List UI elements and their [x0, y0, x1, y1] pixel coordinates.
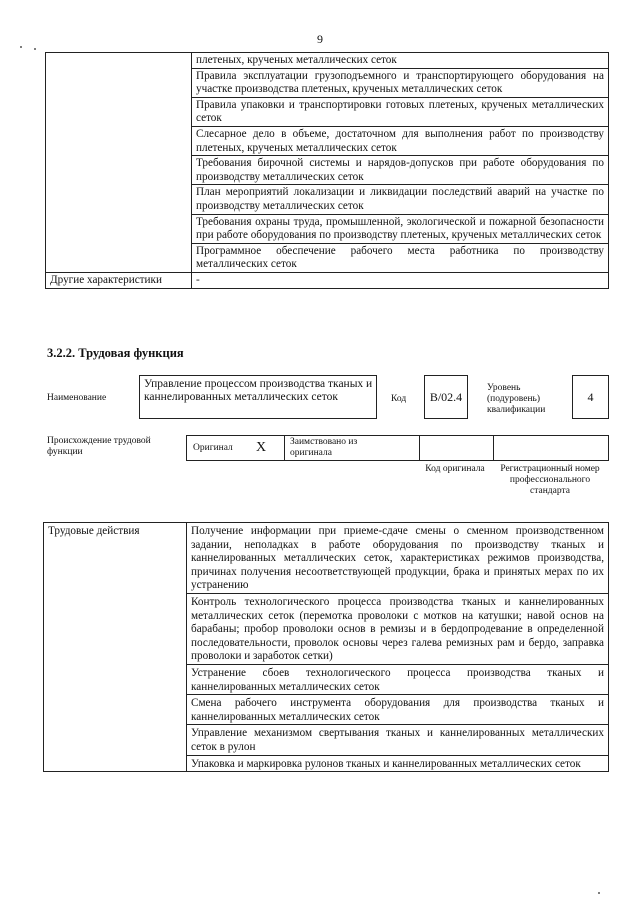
table-row [46, 53, 609, 69]
action-item: Упаковка и маркировка рулонов тканых и каннелированных металлических сеток [187, 755, 609, 772]
knowledge-item: плетеных, крученых металлических сеток [192, 53, 609, 69]
code-original-caption: Код оригинала [425, 464, 485, 474]
divider [419, 436, 420, 460]
function-name-value: Управление процессом производства тканых и каннелированных металлических сеток [144, 378, 373, 403]
code-label: Код [391, 394, 407, 404]
action-item: Управление механизмом свертывания тканых и каннелированных металлических сеток в рулон [187, 725, 609, 755]
action-item: Контроль технологического процесса производства тканых и каннелированных металлических сеток (перемотка проволоки с мотков на катушки; навой основ на барабаны; пробор проволоки основ в ремизы и в бердопродевание в определенной последовательности, проволок основы через галева ремизных рам и бердо, заправка проволоки и заработок сетки) [187, 593, 609, 664]
knowledge-item: Требования охраны труда, промышленной, экологической и пожарной безопасности при работе оборудования по производству плетеных, крученых металлических сеток [192, 214, 609, 243]
scan-speck [598, 892, 600, 894]
name-label: Наименование [47, 393, 107, 403]
other-characteristics-value: - [192, 272, 609, 288]
scan-speck [20, 46, 22, 48]
knowledge-table [45, 52, 609, 289]
origin-label: Происхождение трудовой функции [47, 436, 151, 457]
table-row [44, 523, 609, 594]
divider [284, 436, 285, 460]
action-item: Устранение сбоев технологического процесса производства тканых и каннелированных металлических сеток [187, 664, 609, 694]
knowledge-item: Требования бирочной системы и нарядов-допусков при работе оборудования по производству металлических сеток [192, 156, 609, 185]
original-mark: X [256, 440, 267, 455]
knowledge-item: Правила эксплуатации грузоподъемного и транспортирующего оборудования на участке производства плетеных, крученых металлических сеток [192, 68, 609, 97]
knowledge-left-cell [46, 53, 192, 273]
divider [493, 436, 494, 460]
other-characteristics-label: Другие характеристики [46, 272, 192, 288]
level-box [572, 375, 609, 419]
knowledge-item: План мероприятий локализации и ликвидации последствий аварий на участке по производству металлических сеток [192, 185, 609, 214]
actions-label: Трудовые действия [44, 523, 187, 772]
function-name-box [139, 375, 377, 419]
page-number: 9 [317, 32, 323, 46]
knowledge-item: Правила упаковки и транспортировки готовых плетеных, крученых металлических сеток [192, 97, 609, 126]
level-label: Уровень (подуровень) квалификации [487, 383, 546, 415]
code-value: В/02.4 [429, 389, 463, 404]
action-item: Смена рабочего инструмента оборудования для производства тканых и каннелированных металлических сеток [187, 695, 609, 725]
reg-number-caption: Регистрационный номер профессионального стандарта [500, 464, 600, 496]
table-row [46, 272, 609, 288]
scan-speck [34, 48, 36, 50]
section-title: 3.2.2. Трудовая функция [47, 346, 184, 360]
borrowed-label: Заимствовано из оригинала [290, 437, 358, 458]
knowledge-item: Слесарное дело в объеме, достаточном для выполнения работ по производству плетеных, крученых металлических сеток [192, 126, 609, 155]
actions-table [43, 522, 609, 772]
original-label: Оригинал [193, 443, 233, 453]
code-box [424, 375, 468, 419]
knowledge-item: Программное обеспечение рабочего места работника по производству металлических сеток [192, 243, 609, 272]
level-value: 4 [587, 389, 594, 404]
origin-box [186, 435, 609, 461]
action-item: Получение информации при приеме-сдаче смены о сменном производственном задании, неполадках в работе оборудования по производству тканых и каннелированных металлических сеток, характеристиках режимов производства, причинах получения несоответствующей продукции, брака и принятых мерах по их устранению [187, 523, 609, 594]
